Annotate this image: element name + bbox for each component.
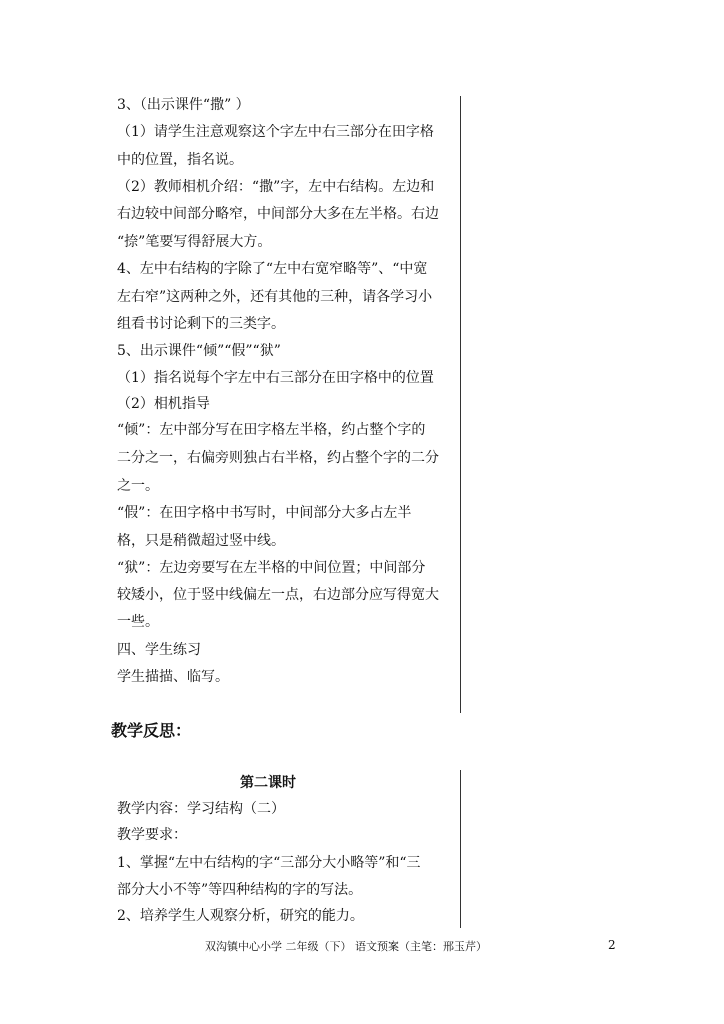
text-line: “假”：在田字格中书写时，中间部分大多占左半	[117, 505, 412, 521]
text-line: 部分大小不等”等四种结构的字的写法。	[117, 882, 363, 898]
text-line: 之一。	[117, 478, 159, 494]
text-line: （1）指名说每个字左中右三部分在田字格中的位置	[117, 370, 434, 386]
text-line: 5、出示课件“倾”“假”“狱”	[117, 343, 281, 359]
table-border-right-1	[460, 96, 461, 713]
text-line: “狱”：左边旁要写在左半格的中间位置；中间部分	[117, 560, 426, 576]
text-line: 左右窄”这两种之外，还有其他的三种，请各学习小	[117, 289, 433, 305]
text-line: （1）请学生注意观察这个字左中右三部分在田字格	[117, 124, 434, 140]
text-line: 中的位置，指名说。	[117, 152, 243, 168]
text-line: 一些。	[117, 614, 159, 630]
text-line: 四、学生练习	[117, 642, 201, 658]
text-line: 右边较中间部分略窄，中间部分大多在左半格。右边	[117, 206, 439, 222]
text-line: 组看书讨论剩下的三类字。	[117, 316, 285, 332]
text-line: 4、左中右结构的字除了“左中右宽窄略等”、“中宽	[117, 261, 428, 277]
text-line: 3、（出示课件“撒” ）	[117, 97, 250, 113]
text-line: （2）相机指导	[117, 396, 210, 412]
text-line: 2、培养学生人观察分析，研究的能力。	[117, 908, 364, 924]
text-line: 教学要求：	[117, 827, 187, 843]
text-line: 教学内容：学习结构（二）	[117, 801, 285, 817]
text-line: “倾”：左中部分写在田字格左半格，约占整个字的	[117, 422, 426, 438]
text-line: “捺”笔要写得舒展大方。	[117, 234, 272, 250]
text-line: （2）教师相机介绍：“撒”字，左中右结构。左边和	[117, 179, 435, 195]
reflection-heading: 教学反思：	[111, 721, 192, 740]
text-line: 1、掌握“左中右结构的字“三部分大小略等”和“三	[117, 855, 421, 871]
page-footer: 双沟镇中心小学 二年级（下） 语文预案（主笔：邢玉芹）	[205, 940, 487, 953]
text-line: 学生描描、临写。	[117, 669, 229, 685]
section-title: 第二课时	[240, 775, 296, 791]
page-number: 2	[608, 938, 616, 952]
text-line: 二分之一，右偏旁则独占右半格，约占整个字的二分	[117, 450, 439, 466]
text-line: 格，只是稍微超过竖中线。	[117, 533, 285, 549]
text-line: 较矮小，位于竖中线偏左一点，右边部分应写得宽大	[117, 587, 439, 603]
table-border-right-2	[460, 770, 461, 928]
